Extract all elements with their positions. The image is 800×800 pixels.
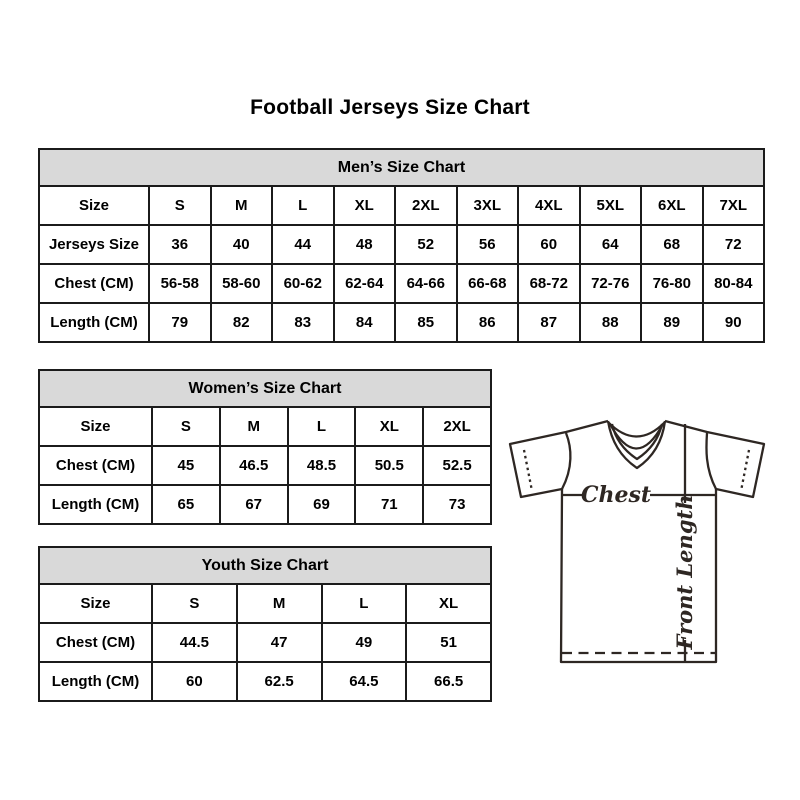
mens-table-row (39, 225, 764, 264)
mens-cell: 36 (149, 225, 211, 264)
womens-column-header: 2XL (423, 407, 491, 446)
mens-cell: 44 (272, 225, 334, 264)
youth-size-label: Size (39, 584, 152, 623)
mens-cell: 82 (211, 303, 273, 342)
womens-cell: 48.5 (288, 446, 356, 485)
youth-cell: 49 (322, 623, 407, 662)
mens-cell: 87 (518, 303, 580, 342)
mens-cell: 88 (580, 303, 642, 342)
mens-column-header: L (272, 186, 334, 225)
mens-column-header: 5XL (580, 186, 642, 225)
youth-column-header: M (237, 584, 322, 623)
womens-cell: 71 (355, 485, 423, 524)
youth-row-label: Length (CM) (39, 662, 152, 701)
mens-cell: 64 (580, 225, 642, 264)
mens-cell: 48 (334, 225, 396, 264)
womens-row-label: Chest (CM) (39, 446, 152, 485)
mens-cell: 68 (641, 225, 703, 264)
womens-cell: 67 (220, 485, 288, 524)
womens-size-table-container (38, 369, 492, 525)
womens-cell: 50.5 (355, 446, 423, 485)
mens-row-label: Jerseys Size (39, 225, 149, 264)
mens-cell: 60 (518, 225, 580, 264)
youth-table-row (39, 623, 491, 662)
cuff-dotted-line-left (524, 450, 532, 491)
womens-column-header: XL (355, 407, 423, 446)
womens-column-header: S (152, 407, 220, 446)
mens-row-label: Length (CM) (39, 303, 149, 342)
mens-row-label: Chest (CM) (39, 264, 149, 303)
mens-column-header: 7XL (703, 186, 765, 225)
mens-column-header: 2XL (395, 186, 457, 225)
womens-table-title: Women’s Size Chart (39, 370, 491, 407)
youth-table-row (39, 662, 491, 701)
youth-cell: 66.5 (406, 662, 491, 701)
armhole-seam-right (706, 433, 716, 489)
jersey-measurement-diagram (498, 398, 782, 682)
jersey-outline (510, 421, 764, 662)
womens-cell: 45 (152, 446, 220, 485)
mens-cell: 62-64 (334, 264, 396, 303)
womens-size-table (38, 369, 492, 525)
youth-size-table-container (38, 546, 492, 702)
jersey-diagram-svg (498, 398, 782, 682)
mens-column-header: S (149, 186, 211, 225)
womens-column-header: M (220, 407, 288, 446)
cuff-dotted-line-right (741, 450, 749, 491)
womens-row-label: Length (CM) (39, 485, 152, 524)
mens-cell: 58-60 (211, 264, 273, 303)
womens-cell: 52.5 (423, 446, 491, 485)
mens-column-header: XL (334, 186, 396, 225)
mens-table-row (39, 303, 764, 342)
youth-cell: 44.5 (152, 623, 237, 662)
mens-cell: 40 (211, 225, 273, 264)
mens-column-header: M (211, 186, 273, 225)
mens-cell: 72 (703, 225, 765, 264)
mens-column-header: 4XL (518, 186, 580, 225)
youth-cell: 62.5 (237, 662, 322, 701)
mens-size-table (38, 148, 765, 343)
mens-size-table-container (38, 148, 765, 343)
womens-cell: 73 (423, 485, 491, 524)
mens-cell: 85 (395, 303, 457, 342)
mens-table-title: Men’s Size Chart (39, 149, 764, 186)
womens-column-header: L (288, 407, 356, 446)
mens-cell: 72-76 (580, 264, 642, 303)
page-title: Football Jerseys Size Chart (250, 96, 530, 119)
youth-cell: 47 (237, 623, 322, 662)
armhole-seam-left (562, 433, 570, 489)
womens-table-row (39, 485, 491, 524)
youth-row-label: Chest (CM) (39, 623, 152, 662)
mens-cell: 56 (457, 225, 519, 264)
youth-column-header: S (152, 584, 237, 623)
youth-size-table (38, 546, 492, 702)
youth-cell: 64.5 (322, 662, 407, 701)
mens-table-row (39, 264, 764, 303)
mens-cell: 60-62 (272, 264, 334, 303)
mens-size-label: Size (39, 186, 149, 225)
womens-cell: 69 (288, 485, 356, 524)
mens-cell: 68-72 (518, 264, 580, 303)
mens-cell: 64-66 (395, 264, 457, 303)
mens-cell: 83 (272, 303, 334, 342)
youth-column-header: L (322, 584, 407, 623)
mens-cell: 52 (395, 225, 457, 264)
mens-cell: 80-84 (703, 264, 765, 303)
womens-size-label: Size (39, 407, 152, 446)
mens-cell: 79 (149, 303, 211, 342)
mens-column-header: 6XL (641, 186, 703, 225)
youth-column-header: XL (406, 584, 491, 623)
womens-cell: 46.5 (220, 446, 288, 485)
womens-cell: 65 (152, 485, 220, 524)
womens-table-row (39, 446, 491, 485)
youth-cell: 60 (152, 662, 237, 701)
chest-label: Chest (580, 482, 652, 508)
mens-column-header: 3XL (457, 186, 519, 225)
front-length-label: Front Length (672, 494, 697, 650)
youth-cell: 51 (406, 623, 491, 662)
mens-cell: 89 (641, 303, 703, 342)
mens-cell: 56-58 (149, 264, 211, 303)
youth-table-title: Youth Size Chart (39, 547, 491, 584)
mens-cell: 66-68 (457, 264, 519, 303)
mens-cell: 86 (457, 303, 519, 342)
mens-cell: 84 (334, 303, 396, 342)
mens-cell: 76-80 (641, 264, 703, 303)
collar-inner-v (612, 424, 662, 459)
mens-cell: 90 (703, 303, 765, 342)
